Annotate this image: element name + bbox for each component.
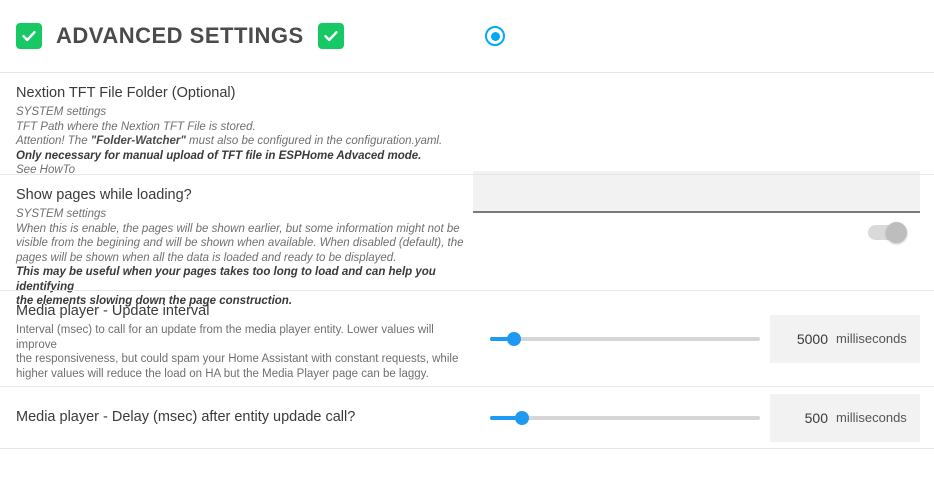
desc-line: TFT Path where the Nextion TFT File is stored.	[16, 120, 256, 133]
slider-thumb[interactable]	[515, 411, 529, 425]
setting-label-update-interval: Media player - Update interval	[16, 303, 210, 319]
show-pages-toggle[interactable]	[864, 222, 912, 244]
radio-button-selected[interactable]	[485, 26, 505, 46]
page-header	[0, 0, 934, 72]
checkbox-right-checked[interactable]	[318, 23, 344, 49]
setting-label-show-pages: Show pages while loading?	[16, 187, 192, 203]
desc-line: SYSTEM settings	[16, 208, 107, 220]
page-title: ADVANCED SETTINGS	[56, 23, 304, 48]
setting-row-update-interval	[0, 290, 934, 386]
delay-value: 500	[804, 409, 828, 426]
delay-unit: milliseconds	[836, 410, 907, 425]
desc-line: pages will be shown when all the data is loaded and ready to be displayed.	[16, 251, 397, 264]
update-interval-slider[interactable]	[490, 329, 760, 349]
slider-rail	[490, 337, 760, 341]
desc-line-emphasis: This may be useful when your pages takes too long to load and can help you identifying	[16, 266, 436, 293]
setting-description-tft-folder	[16, 105, 466, 178]
bottom-divider	[0, 448, 934, 504]
desc-line: higher values will reduce the load on HA but the Media Player page can be laggy.	[16, 367, 429, 380]
slider-thumb[interactable]	[507, 332, 521, 346]
setting-description-update-interval	[16, 323, 466, 381]
setting-row-show-pages	[0, 174, 934, 307]
desc-line: visible from the begining and will be shown when available. When disabled (default), the	[16, 237, 464, 249]
setting-label-delay: Media player - Delay (msec) after entity updade call?	[16, 409, 356, 425]
update-interval-field[interactable]	[770, 315, 920, 363]
delay-field[interactable]	[770, 394, 920, 442]
desc-line-emphasis: Only necessary for manual upload of TFT file in ESPHome Advaced mode.	[16, 149, 422, 162]
desc-line: SYSTEM settings	[16, 106, 107, 118]
delay-slider[interactable]	[490, 408, 760, 428]
desc-line: When this is enable, the pages will be shown earlier, but some information might not be	[16, 222, 460, 235]
radio-inner-dot	[491, 32, 500, 41]
checkbox-left-checked[interactable]	[16, 23, 42, 49]
desc-line: Interval (msec) to call for an update from the media player entity. Lower values will improve	[16, 324, 434, 351]
toggle-knob	[886, 222, 907, 243]
update-interval-value: 5000	[796, 330, 828, 347]
setting-row-delay	[0, 386, 934, 448]
desc-line: the responsiveness, but could spam your Home Assistant with constant requests, while	[16, 353, 459, 365]
desc-line: Attention! The "Folder-Watcher" must also be configured in the configuration.yaml.	[16, 135, 443, 147]
setting-row-tft-folder	[0, 72, 934, 174]
setting-label-tft-folder: Nextion TFT File Folder (Optional)	[16, 85, 236, 101]
desc-line-emphasis: the elements slowing down the page construction.	[16, 295, 293, 307]
slider-rail	[490, 416, 760, 420]
update-interval-unit: milliseconds	[836, 331, 907, 346]
desc-line-howto: See HowTo	[16, 164, 76, 176]
